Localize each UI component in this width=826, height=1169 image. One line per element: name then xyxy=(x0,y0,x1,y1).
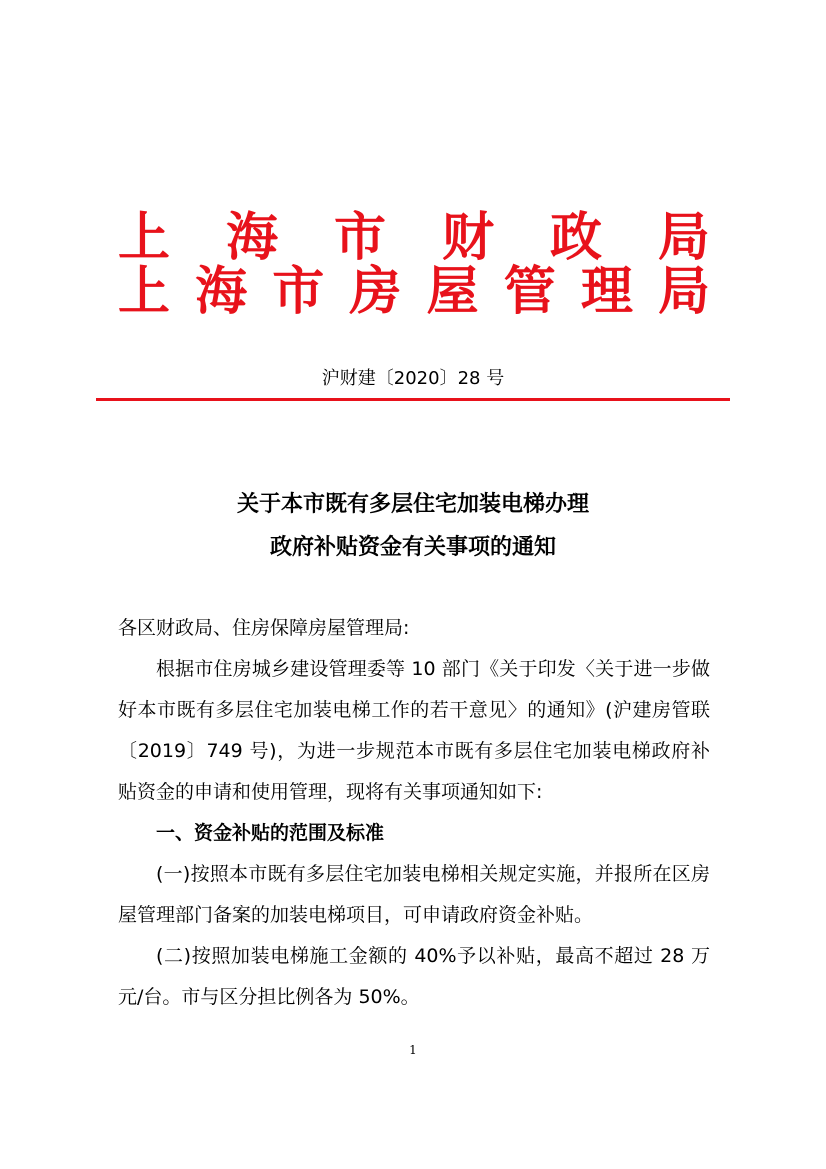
header-char: 局 xyxy=(657,207,710,268)
body-paragraph: (二)按照加装电梯施工金额的 40%予以补贴，最高不超过 28 万元/台。市与区分担比例各为 50%。 xyxy=(118,945,710,1008)
header-char: 财 xyxy=(441,207,494,268)
header-char: 海 xyxy=(225,207,278,268)
issuer-header-finance-bureau xyxy=(118,208,710,268)
header-char: 管 xyxy=(503,261,556,322)
issuer-header-housing-bureau xyxy=(118,262,710,322)
red-divider-rule xyxy=(96,398,730,401)
document-body xyxy=(118,649,710,1018)
addressee-text: 各区财政局、住房保障房屋管理局: xyxy=(118,617,410,639)
header-char: 政 xyxy=(549,207,602,268)
header-char: 市 xyxy=(272,261,325,322)
body-paragraph: (一)按照本市既有多层住宅加装电梯相关规定实施，并报所在区房屋管理部门备案的加装电梯项目，可申请政府资金补贴。 xyxy=(118,863,710,926)
document-title-line-2: 政府补贴资金有关事项的通知 xyxy=(269,534,556,560)
document-number: 沪财建〔2020〕28 号 xyxy=(321,368,505,389)
header-char: 海 xyxy=(195,261,248,322)
header-char: 房 xyxy=(349,261,402,322)
header-char: 局 xyxy=(657,261,710,322)
document-title-line-1: 关于本市既有多层住宅加装电梯办理 xyxy=(236,491,589,517)
addressee xyxy=(118,608,710,649)
header-char: 屋 xyxy=(426,261,479,322)
header-char: 上 xyxy=(118,261,171,322)
header-char: 理 xyxy=(580,261,633,322)
header-char: 市 xyxy=(333,207,386,268)
page-number: 1 xyxy=(409,1043,417,1057)
section-heading: 一、资金补贴的范围及标准 xyxy=(156,822,385,844)
body-paragraph: 根据市住房城乡建设管理委等 10 部门《关于印发〈关于进一步做好本市既有多层住宅加装电梯工作的若干意见〉的通知》(沪建房管联〔2019〕749 号)，为进一步规范本市既有多层住宅加装电梯政府补贴资金的申请和使用管理，现将有关事项通知如下: xyxy=(118,658,710,803)
header-char: 上 xyxy=(118,207,171,268)
